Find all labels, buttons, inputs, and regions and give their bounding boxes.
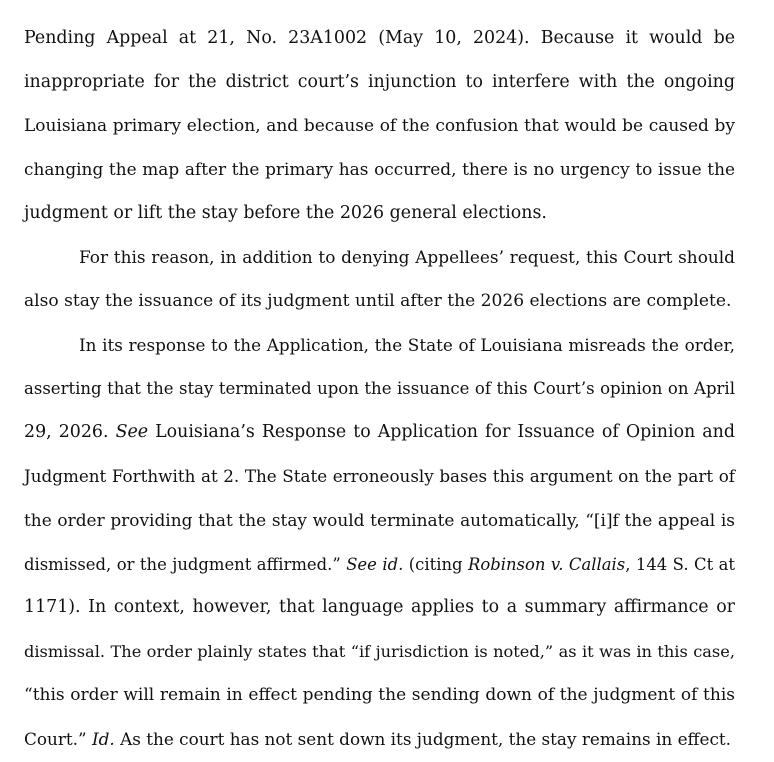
text-line-with-citation bbox=[24, 543, 735, 587]
text-segment: 29, 2026. bbox=[24, 422, 116, 443]
case-name-italic: Robinson v. Callais bbox=[468, 554, 626, 574]
text-segment: Louisiana’s Response to Application for Issuance of Opinion and bbox=[148, 422, 735, 443]
text-line: Pending Appeal at 21, No. 23A1002 (May 10, 2024). Because it would be bbox=[24, 28, 735, 48]
text-line: dismissal. The order plainly states that “if jurisdiction is noted,” as it was in this case, bbox=[24, 642, 735, 662]
text-line: 1171). In context, however, that language applies to a summary affirmance or bbox=[24, 597, 735, 618]
signal-italic: See id. bbox=[346, 554, 404, 574]
text-line: the order providing that the stay would terminate automatically, “[i]f the appeal is bbox=[24, 509, 735, 530]
text-line: Louisiana primary election, and because of the confusion that would be caused by bbox=[24, 115, 735, 136]
text-line-with-citation bbox=[24, 718, 735, 762]
text-line: changing the map after the primary has occurred, there is no urgency to issue the bbox=[24, 159, 735, 180]
paragraph-2 bbox=[24, 236, 735, 324]
paragraph-3 bbox=[24, 324, 735, 762]
text-line: inappropriate for the district court’s injunction to interfere with the ongoing bbox=[24, 71, 735, 92]
text-segment: , 144 S. Ct at bbox=[625, 554, 736, 574]
text-line: In its response to the Application, the State of Louisiana misreads the order, bbox=[79, 334, 735, 355]
text-line: also stay the issuance of its judgment until after the 2026 elections are complete. bbox=[24, 290, 732, 311]
text-segment: (citing bbox=[403, 554, 468, 574]
text-line: Judgment Forthwith at 2. The State erroneously bases this argument on the part of bbox=[24, 465, 735, 486]
text-segment: Court.” bbox=[24, 728, 92, 749]
signal-italic: Id. bbox=[91, 728, 115, 749]
text-line: For this reason, in addition to denying Appellees’ request, this Court should bbox=[79, 246, 735, 267]
document-page bbox=[24, 17, 735, 762]
text-line: “this order will remain in effect pending the sending down of the judgment of this bbox=[24, 684, 735, 705]
text-line-with-citation bbox=[24, 411, 735, 455]
text-segment: dismissed, or the judgment affirmed.” bbox=[24, 554, 347, 574]
text-line: asserting that the stay terminated upon the issuance of this Court’s opinion on April bbox=[24, 379, 735, 399]
text-segment: As the court has not sent down its judgment, the stay remains in effect. bbox=[114, 728, 731, 749]
text-line: judgment or lift the stay before the 2026 general elections. bbox=[24, 203, 547, 224]
paragraph-1 bbox=[24, 17, 735, 236]
signal-italic: See bbox=[115, 422, 149, 443]
